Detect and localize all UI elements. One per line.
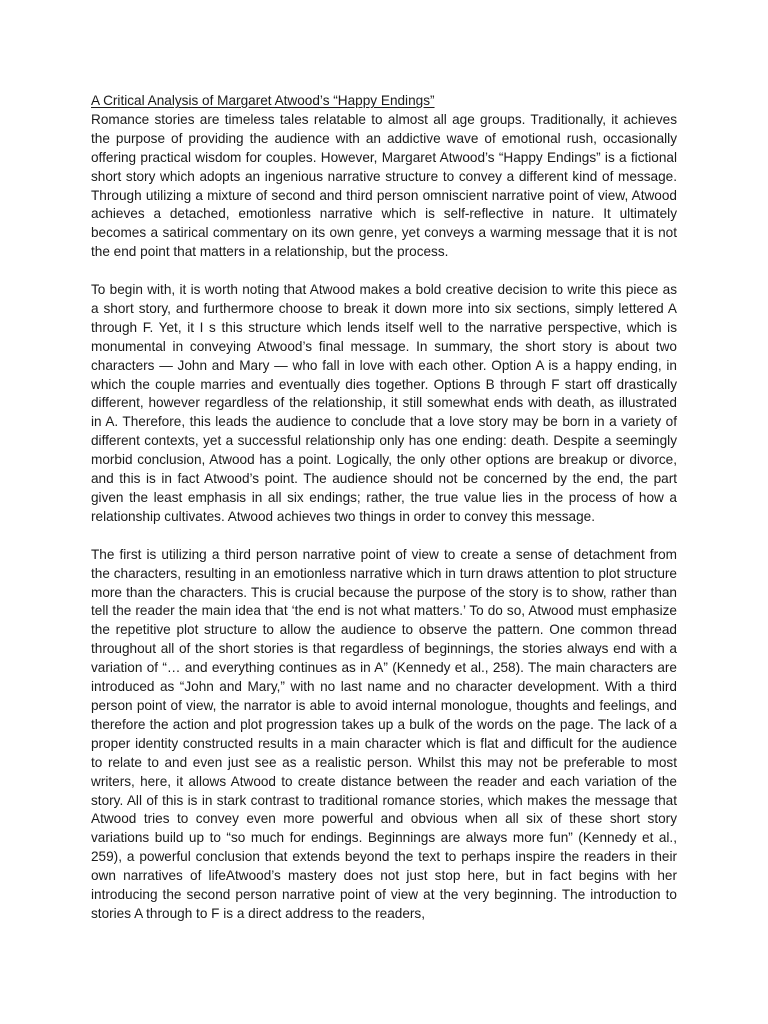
paragraph-structure-summary: To begin with, it is worth noting that Atwood makes a bold creative decision to write this piece as a short story, and furthermore choose to break it down more into six sections, simply lettered A through F. Yet, it I s this structure which lends itself well to the narrative perspective, which is monumental in conveying Atwood’s final message. In summary, the short story is about two characters — John and Mary — who fall in love with each other. Option A is a happy ending, in which the couple marries and eventually dies together. Options B through F start off drastically different, however regardless of the relationship, it still somewhat ends with death, as illustrated in A. Therefore, this leads the audience to conclude that a love story may be born in a variety of different contexts, yet a successful relationship only has one ending: death. Despite a seemingly morbid conclusion, Atwood has a point. Logically, the only other options are breakup or divorce, and this is in fact Atwood’s point. The audience should not be concerned by the end, the part given the least emphasis in all six endings; rather, the true value lies in the process of how a relationship cultivates. Atwood achieves two things in order to convey this message. [91, 282, 677, 524]
paragraph-introduction: Romance stories are timeless tales relatable to almost all age groups. Traditionally, it achieves the purpose of providing the audience with an addictive wave of emotional rush, occasionally offering practical wisdom for couples. However, Margaret Atwood’s “Happy Endings” is a fictional short story which adopts an ingenious narrative structure to convey a different kind of message. Through utilizing a mixture of second and third person omniscient narrative point of view, Atwood achieves a detached, emotionless narrative which is self-reflective in nature. It ultimately becomes a satirical commentary on its own genre, yet conveys a warming message that it is not the end point that matters in a relationship, but the process. [91, 111, 677, 260]
document-title: A Critical Analysis of Margaret Atwood’s “Happy Endings” [91, 93, 435, 108]
document-page [91, 92, 677, 924]
paragraph-third-person-analysis: The first is utilizing a third person narrative point of view to create a sense of detachment from the characters, resulting in an emotionless narrative which in turn draws attention to plot structure more than the characters. This is crucial because the purpose of the story is to show, rather than tell the reader the main idea that ‘the end is not what matters.’ To do so, Atwood must emphasize the repetitive plot structure to allow the audience to observe the pattern. One common thread throughout all of the short stories is that regardless of beginnings, the stories always end with a variation of “… and everything continues as in A” (Kennedy et al., 258). The main characters are introduced as “John and Mary,” with no last name and no character development. With a third person point of view, the narrator is able to avoid internal monologue, thoughts and feelings, and therefore the action and plot progression takes up a bulk of the words on the page. The lack of a proper identity constructed results in a main character which is flat and difficult for the audience to relate to and even just see as a realistic person. Whilst this may not be preferable to most writers, here, it allows Atwood to create distance between the reader and each variation of the story. All of this is in stark contrast to traditional romance stories, which makes the message that Atwood tries to convey even more powerful and obvious when all six of these short story variations build up to “so much for endings. Beginnings are always more fun” (Kennedy et al., 259), a powerful conclusion that extends beyond the text to perhaps inspire the readers in their own narratives of lifeAtwood’s mastery does not just stop here, but in fact begins with her introducing the second person narrative point of view at the very beginning. The introduction to stories A through to F is a direct address to the readers, [91, 546, 677, 921]
